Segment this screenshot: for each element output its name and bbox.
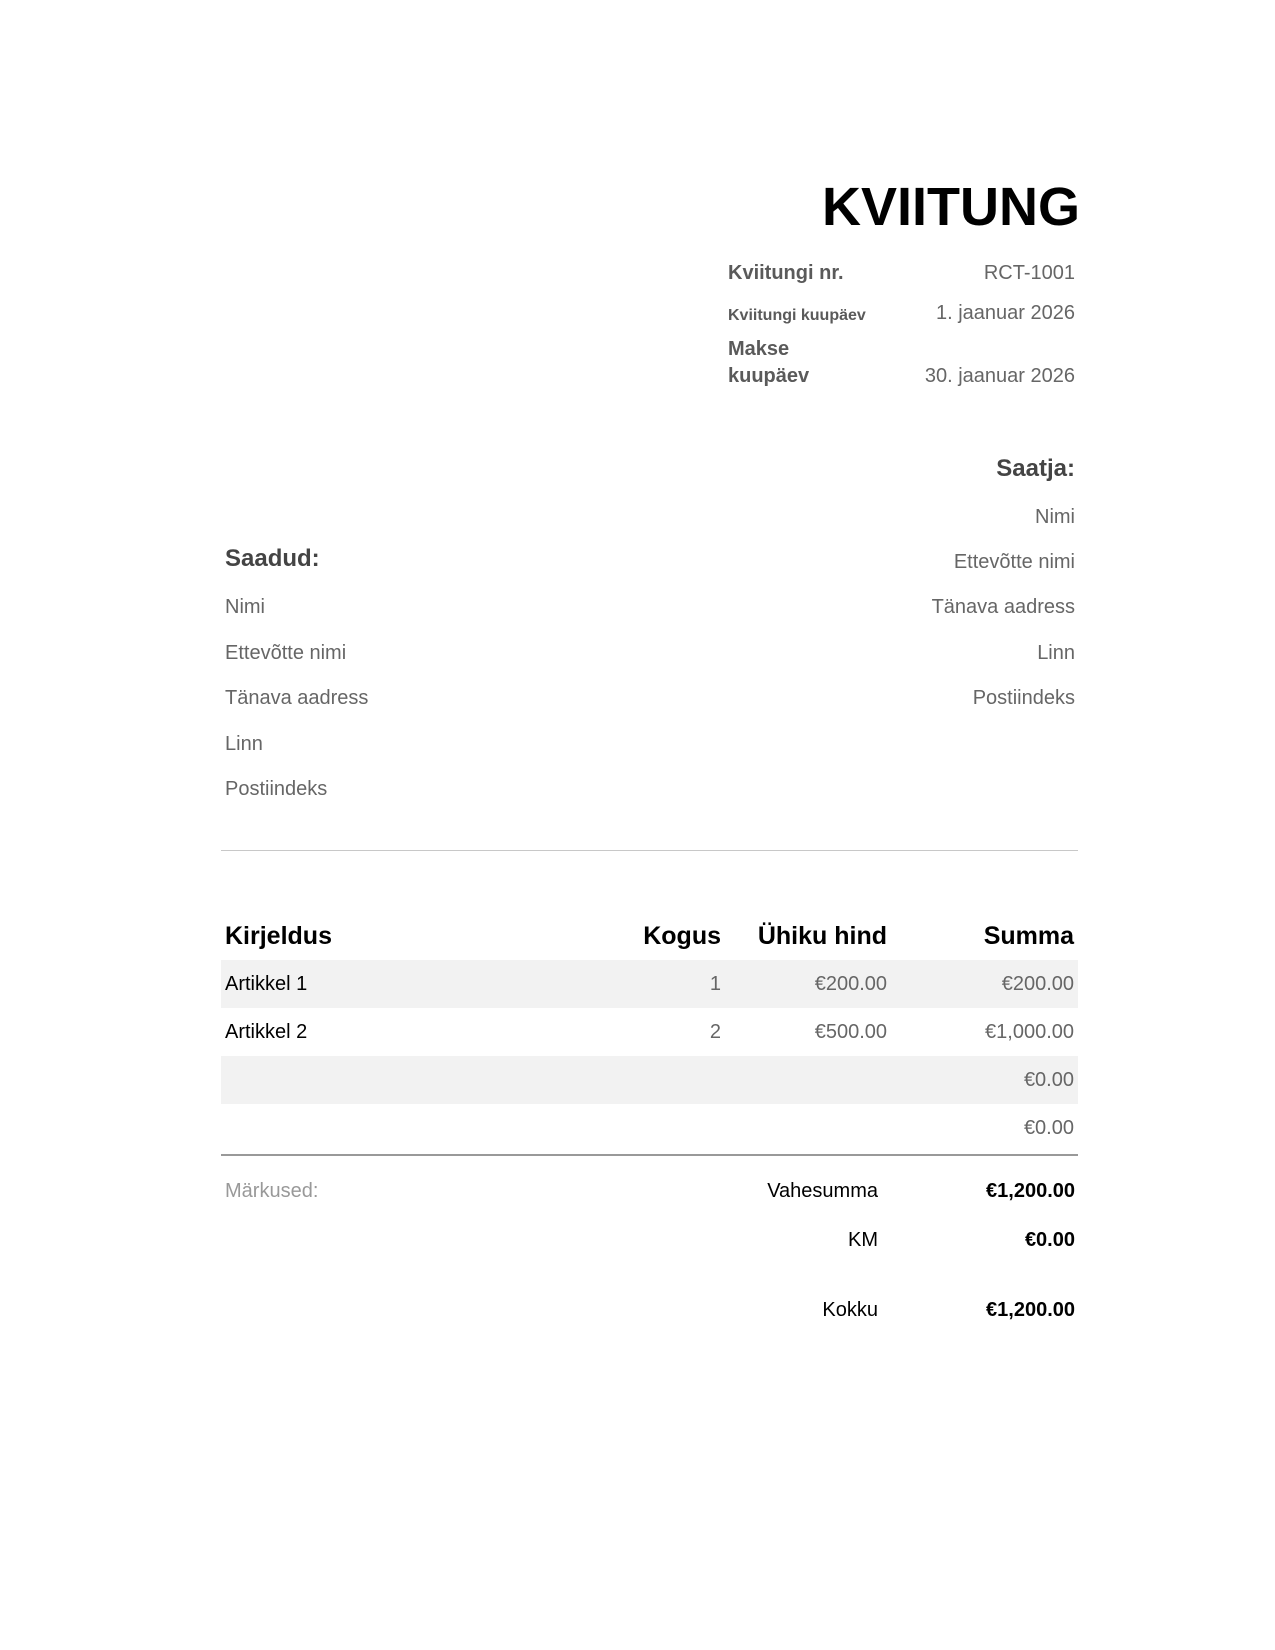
items-table xyxy=(221,912,1078,1152)
payment-date-label-line2: kuupäev xyxy=(728,365,810,387)
receipt-number: RCT-1001 xyxy=(983,262,1075,284)
tax-label: KM xyxy=(848,1229,878,1251)
sender-company: Ettevõtte nimi xyxy=(953,551,1075,573)
total-value: €1,200.00 xyxy=(986,1299,1075,1321)
receipt-date: 1. jaanuar 2026 xyxy=(935,302,1075,324)
subtotal-value: €1,200.00 xyxy=(986,1180,1075,1202)
sender-postal: Postiindeks xyxy=(972,687,1075,709)
row-unit-price: €500.00 xyxy=(814,1020,887,1043)
payment-date-label-line1: Makse xyxy=(728,338,790,360)
row-description xyxy=(221,1104,609,1152)
recipient-company: Ettevõtte nimi xyxy=(225,642,347,664)
row-unit-price: €200.00 xyxy=(725,960,891,1008)
header-unit-price: Ühiku hind xyxy=(757,921,887,950)
row-description: Artikkel 2 xyxy=(225,1020,308,1043)
recipient-city: Linn xyxy=(225,733,263,755)
payment-date: 30. jaanuar 2026 xyxy=(924,365,1075,387)
table-row xyxy=(221,1056,1078,1104)
row-quantity xyxy=(609,1056,725,1104)
row-amount: €0.00 xyxy=(1023,1116,1074,1139)
row-amount: €0.00 xyxy=(891,1056,1078,1104)
table-header-row xyxy=(221,912,1078,960)
row-unit-price xyxy=(725,1056,891,1104)
total-label: Kokku xyxy=(822,1299,878,1321)
table-row xyxy=(221,1008,1078,1056)
receipt-number-label: Kviitungi nr. xyxy=(728,262,844,284)
row-quantity: 1 xyxy=(609,960,725,1008)
row-description xyxy=(221,1056,609,1104)
sender-city: Linn xyxy=(1037,642,1075,664)
row-amount: €1,000.00 xyxy=(985,1020,1074,1043)
recipient-postal: Postiindeks xyxy=(225,778,328,800)
tax-value: €0.00 xyxy=(1024,1229,1075,1251)
table-row xyxy=(221,1104,1078,1152)
receipt-date-label: Kviitungi kuupäev xyxy=(728,307,866,324)
subtotal-label: Vahesumma xyxy=(767,1180,878,1202)
row-unit-price xyxy=(725,1104,891,1152)
row-amount: €200.00 xyxy=(891,960,1078,1008)
sender-street: Tänava aadress xyxy=(931,596,1075,618)
table-row xyxy=(221,960,1078,1008)
header-description: Kirjeldus xyxy=(225,921,332,950)
table-bottom-rule xyxy=(221,1154,1078,1156)
row-quantity xyxy=(609,1104,725,1152)
sender-name: Nimi xyxy=(1035,506,1075,528)
row-description: Artikkel 1 xyxy=(221,960,609,1008)
document-title: KVIITUNG xyxy=(821,177,1080,237)
row-quantity: 2 xyxy=(709,1020,721,1043)
sender-heading: Saatja: xyxy=(996,455,1075,482)
recipient-heading: Saadud: xyxy=(225,545,320,572)
header-quantity: Kogus xyxy=(643,921,721,950)
header-amount: Summa xyxy=(983,921,1074,950)
section-divider xyxy=(221,850,1078,851)
recipient-street: Tänava aadress xyxy=(225,687,369,709)
recipient-name: Nimi xyxy=(225,596,265,618)
notes-label: Märkused: xyxy=(225,1180,319,1202)
